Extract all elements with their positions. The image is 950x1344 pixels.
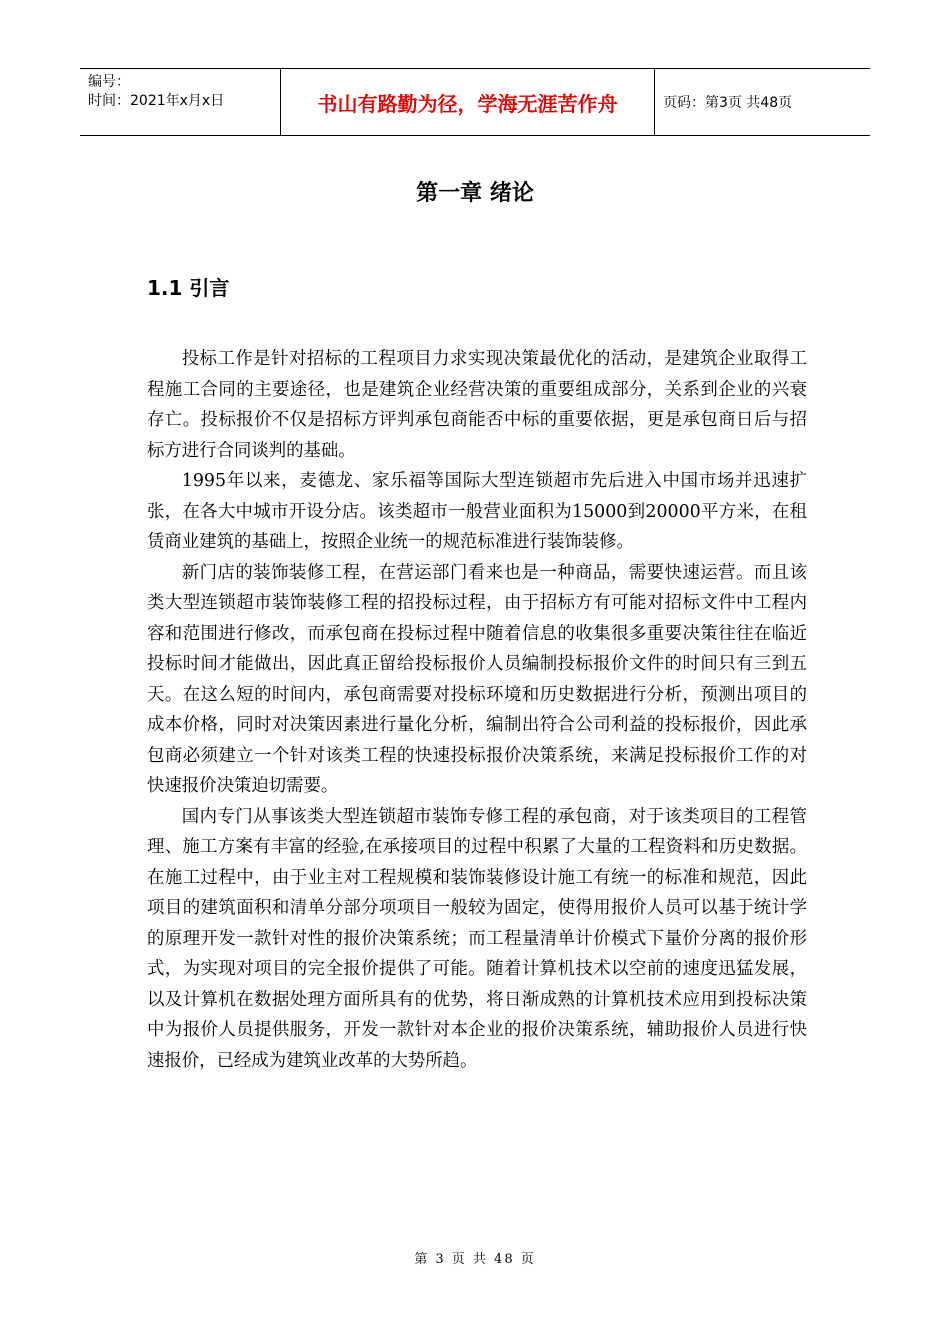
- paragraph: 国内专门从事该类大型连锁超市装饰专修工程的承包商，对于该类项目的工程管理、施工方案有丰富的经验,在承接项目的过程中积累了大量的工程资料和历史数据。在施工过程中，由于业主对工程规模和装饰装修设计施工有统一的标准和规范，因此项目的建筑面积和清单分部分项项目一般较为固定，使得用报价人员可以基于统计学的原理开发一款针对性的报价决策系统；而工程量清单计价模式下量价分离的报价形式，为实现对项目的完全报价提供了可能。随着计算机技术以空前的速度迅猛发展，以及计算机在数据处理方面所具有的优势，将日渐成熟的计算机技术应用到投标决策中为报价人员提供服务，开发一款针对本企业的报价决策系统，辅助报价人员进行快速报价，已经成为建筑业改革的大势所趋。: [147, 806, 807, 1071]
- header-meta: [80, 69, 281, 135]
- header-motto: 书山有路勤为径，学海无涯苦作舟: [281, 69, 655, 135]
- header-page-info: 页码：第3页 共48页: [663, 95, 793, 111]
- paragraph: 投标工作是针对招标的工程项目力求实现决策最优化的活动，是建筑企业取得工程施工合同的主要途径，也是建筑企业经营决策的重要组成部分，关系到企业的兴衰存亡。投标报价不仅是招标方评判承包商能否中标的重要依据，更是承包商日后与招标方进行合同谈判的基础。: [147, 349, 807, 461]
- body-text: [147, 344, 807, 1076]
- chapter-title: 第一章 绪论: [416, 181, 534, 206]
- page-header: [80, 68, 870, 136]
- page-footer: 第 3 页 共 48 页: [414, 1252, 536, 1267]
- section-title: 1.1 引言: [147, 276, 230, 300]
- number-label: 编号：: [88, 74, 130, 90]
- paragraph: 新门店的装饰装修工程，在营运部门看来也是一种商品，需要快速运营。而且该类大型连锁超市装饰装修工程的招投标过程，由于招标方有可能对招标文件中工程内容和范围进行修改，而承包商在投标过程中随着信息的收集很多重要决策往往在临近投标时间才能做出，因此真正留给投标报价人员编制投标报价文件的时间只有三到五天。在这么短的时间内，承包商需要对投标环境和历史数据进行分析，预测出项目的成本价格，同时对决策因素进行量化分析，编制出符合公司利益的投标报价，因此承包商必须建立一个针对该类工程的快速投标报价决策系统，来满足投标报价工作的对快速报价决策迫切需要。: [147, 562, 807, 796]
- time-label: 时间：2021年x月x日: [88, 93, 225, 109]
- paragraph: 1995年以来，麦德龙、家乐福等国际大型连锁超市先后进入中国市场并迅速扩张，在各大中城市开设分店。该类超市一般营业面积为15000到20000平方米，在租赁商业建筑的基础上，按照企业统一的规范标准进行装饰装修。: [147, 471, 807, 552]
